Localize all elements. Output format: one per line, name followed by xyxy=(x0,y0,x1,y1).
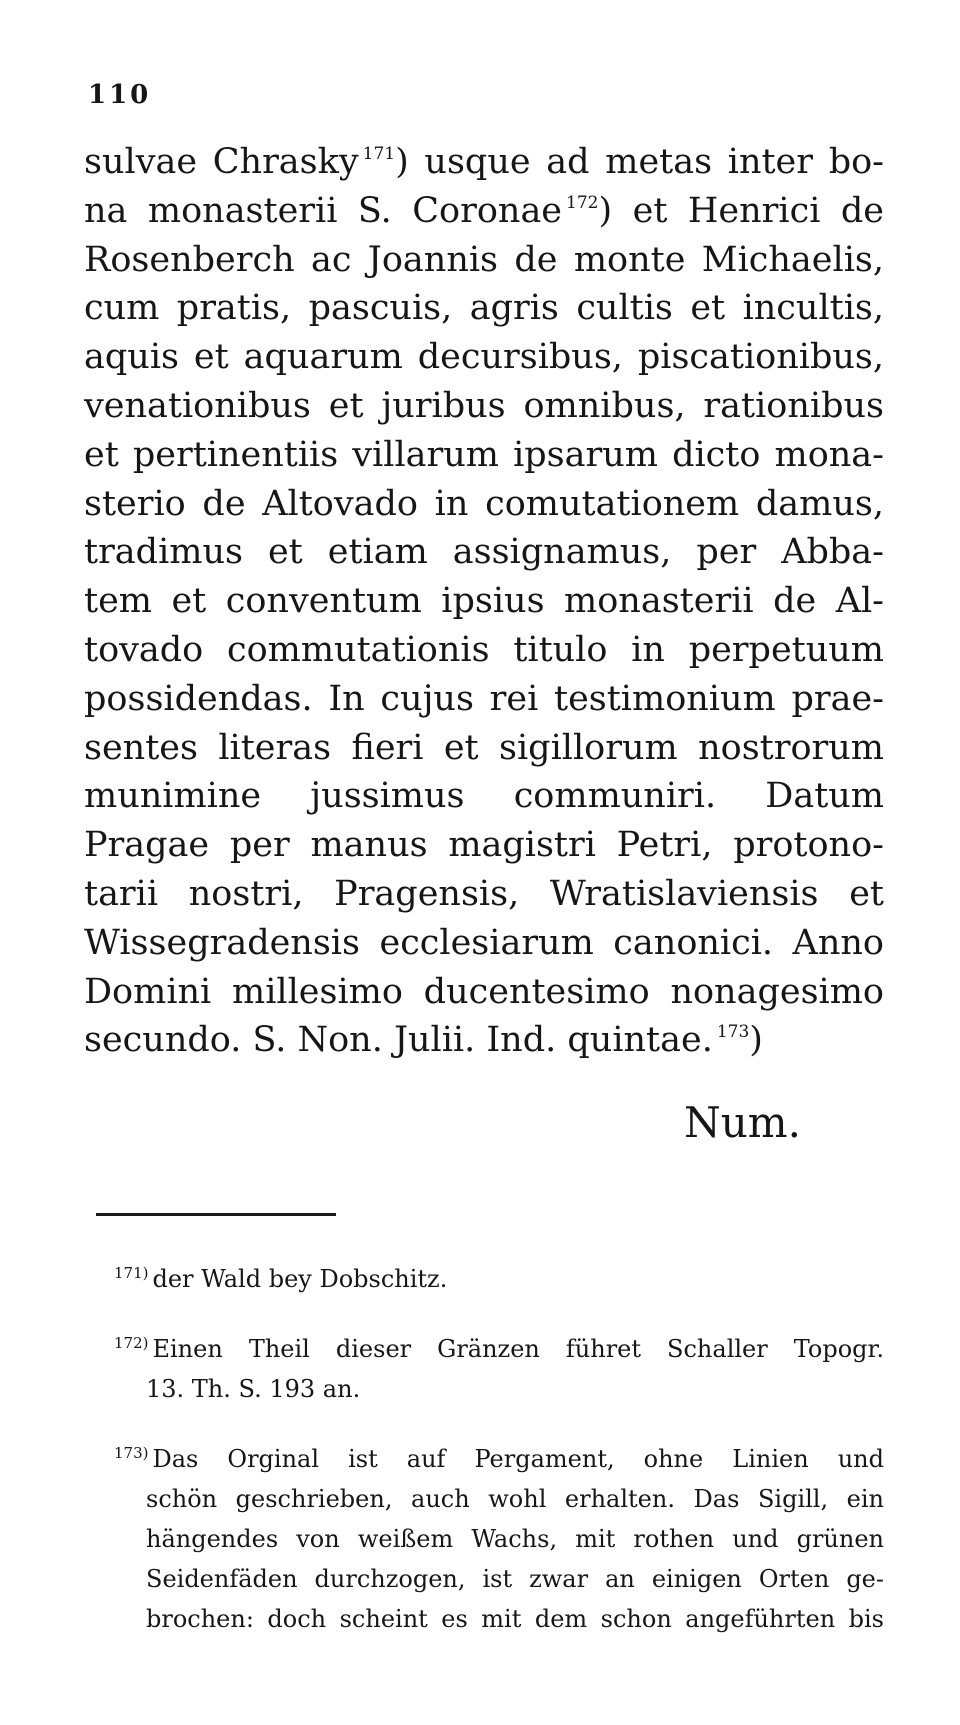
text-line: et pertinentiis villarum ipsarum dicto mona- xyxy=(84,434,884,475)
text-line: sentes literas fieri et sigillorum nostrorum xyxy=(84,727,884,768)
text-line: Rosenberch ac Joannis de monte Michaelis, xyxy=(84,239,884,280)
text-line xyxy=(84,138,884,187)
footnote-line: brochen: doch scheint es mit dem schon angeführten bis xyxy=(146,1605,884,1633)
footnote-text: Einen Theil dieser Gränzen führet Schaller Topogr. xyxy=(152,1335,884,1363)
text-fragment: ) et Henrici de xyxy=(598,190,884,231)
footnote-line xyxy=(114,1330,884,1370)
footnote-173 xyxy=(114,1440,884,1640)
footnote-line: Seidenfäden durchzogen, ist zwar an einigen Orten ge- xyxy=(146,1565,884,1593)
footnote-reference: 172 xyxy=(566,192,599,213)
catchword: Num. xyxy=(684,1098,801,1147)
text-line xyxy=(84,1016,884,1065)
text-line: tem et conventum ipsius monasterii de Al- xyxy=(84,581,884,622)
text-line: tarii nostri, Pragensis, Wratislaviensis et xyxy=(84,873,884,914)
text-fragment: sulvae Chrasky xyxy=(84,142,359,182)
footnote-172 xyxy=(114,1330,884,1410)
footnote-line: 13. Th. S. 193 an. xyxy=(146,1375,361,1403)
footnote-marker: 171) xyxy=(114,1264,149,1282)
footnote-marker: 173) xyxy=(114,1444,149,1462)
text-line: possidendas. In cujus rei testimonium prae- xyxy=(84,678,884,719)
text-line: aquis et aquarum decursibus, piscationibus, xyxy=(84,337,884,378)
footnote-reference: 173 xyxy=(716,1022,750,1043)
footnote-line xyxy=(114,1260,884,1300)
text-line: cum pratis, pascuis, agris cultis et incultis, xyxy=(84,288,884,329)
footnote-text: Das Orginal ist auf Pergament, ohne Linien und xyxy=(152,1445,884,1473)
text-fragment: na monasterii S. Coronae xyxy=(84,190,563,231)
footnotes-block xyxy=(114,1260,884,1670)
footnote-line: schön geschrieben, auch wohl erhalten. Das Sigill, ein xyxy=(146,1485,884,1513)
footnote-171 xyxy=(114,1260,884,1300)
footnote-text: der Wald bey Dobschitz. xyxy=(152,1265,448,1293)
text-line: Pragae per manus magistri Petri, protono- xyxy=(84,825,884,866)
footnote-line xyxy=(114,1440,884,1480)
text-fragment: ) usque ad metas inter bo- xyxy=(395,142,884,182)
footnote-line: hängendes von weißem Wachs, mit rothen und grünen xyxy=(146,1525,884,1553)
text-line: tradimus et etiam assignamus, per Abba- xyxy=(84,532,884,573)
footnote-marker: 172) xyxy=(114,1334,149,1352)
text-line: tovado commutationis titulo in perpetuum xyxy=(84,629,884,670)
page-number: 110 xyxy=(88,80,152,110)
main-text-block xyxy=(84,138,884,1065)
text-line: venationibus et juribus omnibus, rationibus xyxy=(84,385,884,426)
footnote-divider xyxy=(96,1213,336,1216)
text-line: munimine jussimus communiri. Datum xyxy=(84,776,884,817)
text-line: Domini millesimo ducentesimo nonagesimo xyxy=(84,971,884,1012)
closing-paren: ) xyxy=(749,1020,763,1061)
text-fragment: secundo. S. Non. Julii. Ind. quintae. xyxy=(84,1020,713,1061)
text-line: sterio de Altovado in comutationem damus, xyxy=(84,483,884,524)
footnote-reference: 171 xyxy=(362,144,396,164)
text-line xyxy=(84,187,884,236)
text-line: Wissegradensis ecclesiarum canonici. Anno xyxy=(84,922,884,963)
